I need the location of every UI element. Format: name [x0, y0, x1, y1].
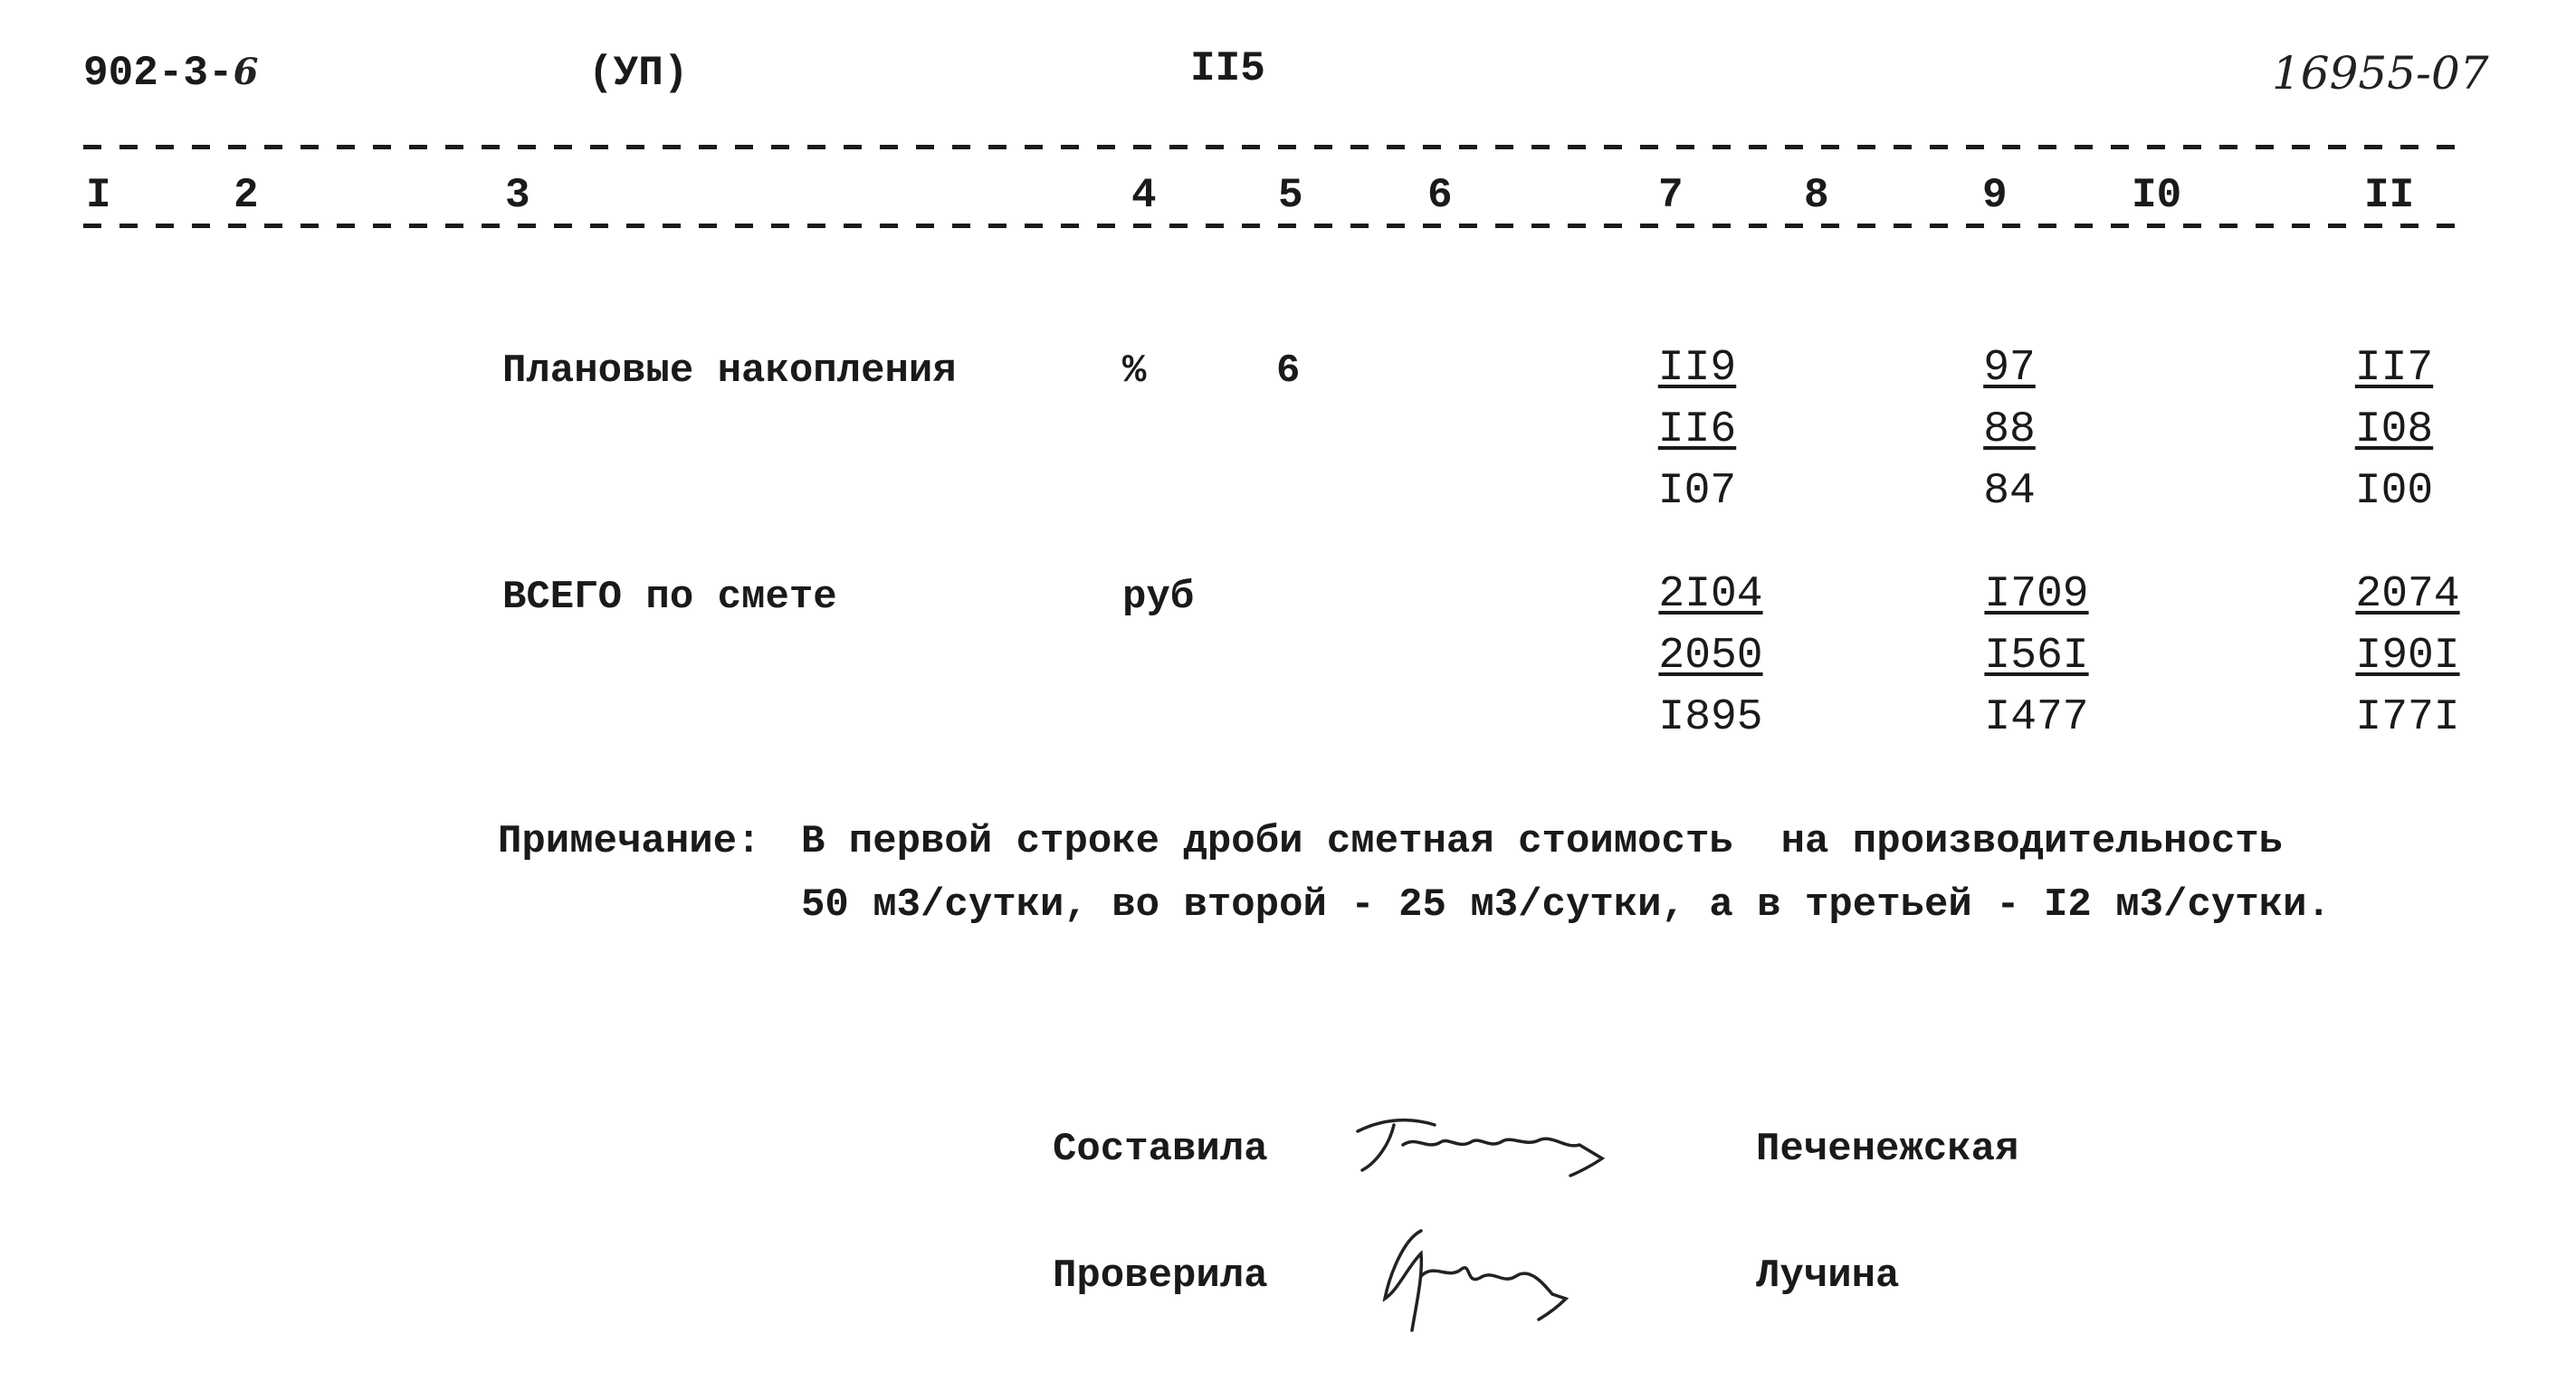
- value-cell: I07: [1657, 467, 1737, 516]
- value-cell: I709: [1984, 570, 2089, 619]
- column-number: 4: [1131, 172, 1157, 219]
- note-line-1: В первой строке дроби сметная стоимость на производительность: [801, 819, 2284, 864]
- top-dashed-rule: [83, 145, 2455, 149]
- column-number: 8: [1804, 172, 1829, 219]
- value-cell: 97: [1983, 344, 2036, 393]
- signature-name-checked: Лучина: [1756, 1253, 1900, 1299]
- row-label-total: ВСЕГО по смете: [502, 575, 837, 620]
- value-cell: I56I: [1984, 632, 2089, 681]
- column-number: 2: [234, 172, 259, 219]
- column-number: 3: [505, 172, 530, 219]
- value-cell: II9: [1657, 344, 1737, 393]
- row-rate: 6: [1276, 348, 1301, 394]
- value-cell: 84: [1983, 467, 2036, 516]
- value-cell: I895: [1658, 693, 1763, 742]
- row-label-planned-savings: Плановые накопления: [502, 348, 957, 394]
- note-line-2: 50 м3/сутки, во второй - 25 м3/сутки, а в третьей - I2 м3/сутки.: [801, 882, 2331, 928]
- row-unit: руб: [1122, 575, 1195, 620]
- bottom-dashed-rule: [83, 224, 2455, 228]
- value-cell: I08: [2354, 405, 2434, 454]
- column-number: 6: [1427, 172, 1453, 219]
- signature-name-compiled: Печенежская: [1756, 1127, 2019, 1172]
- value-cell: 2074: [2355, 570, 2460, 619]
- column-number: 9: [1982, 172, 2008, 219]
- column-number: I0: [2132, 172, 2182, 219]
- column-number: II: [2364, 172, 2415, 219]
- column-number: 5: [1278, 172, 1303, 219]
- signature-role-compiled: Составила: [1053, 1127, 1268, 1172]
- stage-label: (УП): [588, 50, 689, 97]
- column-number: I: [86, 172, 111, 219]
- value-cell: 88: [1983, 405, 2036, 454]
- page-number: II5: [1190, 45, 1265, 92]
- value-cell: I00: [2354, 467, 2434, 516]
- row-unit: %: [1122, 348, 1147, 394]
- document-code: 902-3-6: [83, 50, 259, 97]
- handwritten-signature-checked: [1367, 1213, 1602, 1339]
- column-number: 7: [1658, 172, 1684, 219]
- archive-number: 16955-07: [2272, 47, 2489, 100]
- signature-role-checked: Проверила: [1053, 1253, 1268, 1299]
- value-cell: I477: [1984, 693, 2089, 742]
- value-cell: II6: [1657, 405, 1737, 454]
- value-cell: II7: [2354, 344, 2434, 393]
- handwritten-signature-compiled: [1349, 1100, 1638, 1181]
- value-cell: I90I: [2355, 632, 2460, 681]
- value-cell: 2I04: [1658, 570, 1763, 619]
- value-cell: I77I: [2355, 693, 2460, 742]
- value-cell: 2050: [1658, 632, 1763, 681]
- note-label: Примечание:: [498, 819, 761, 864]
